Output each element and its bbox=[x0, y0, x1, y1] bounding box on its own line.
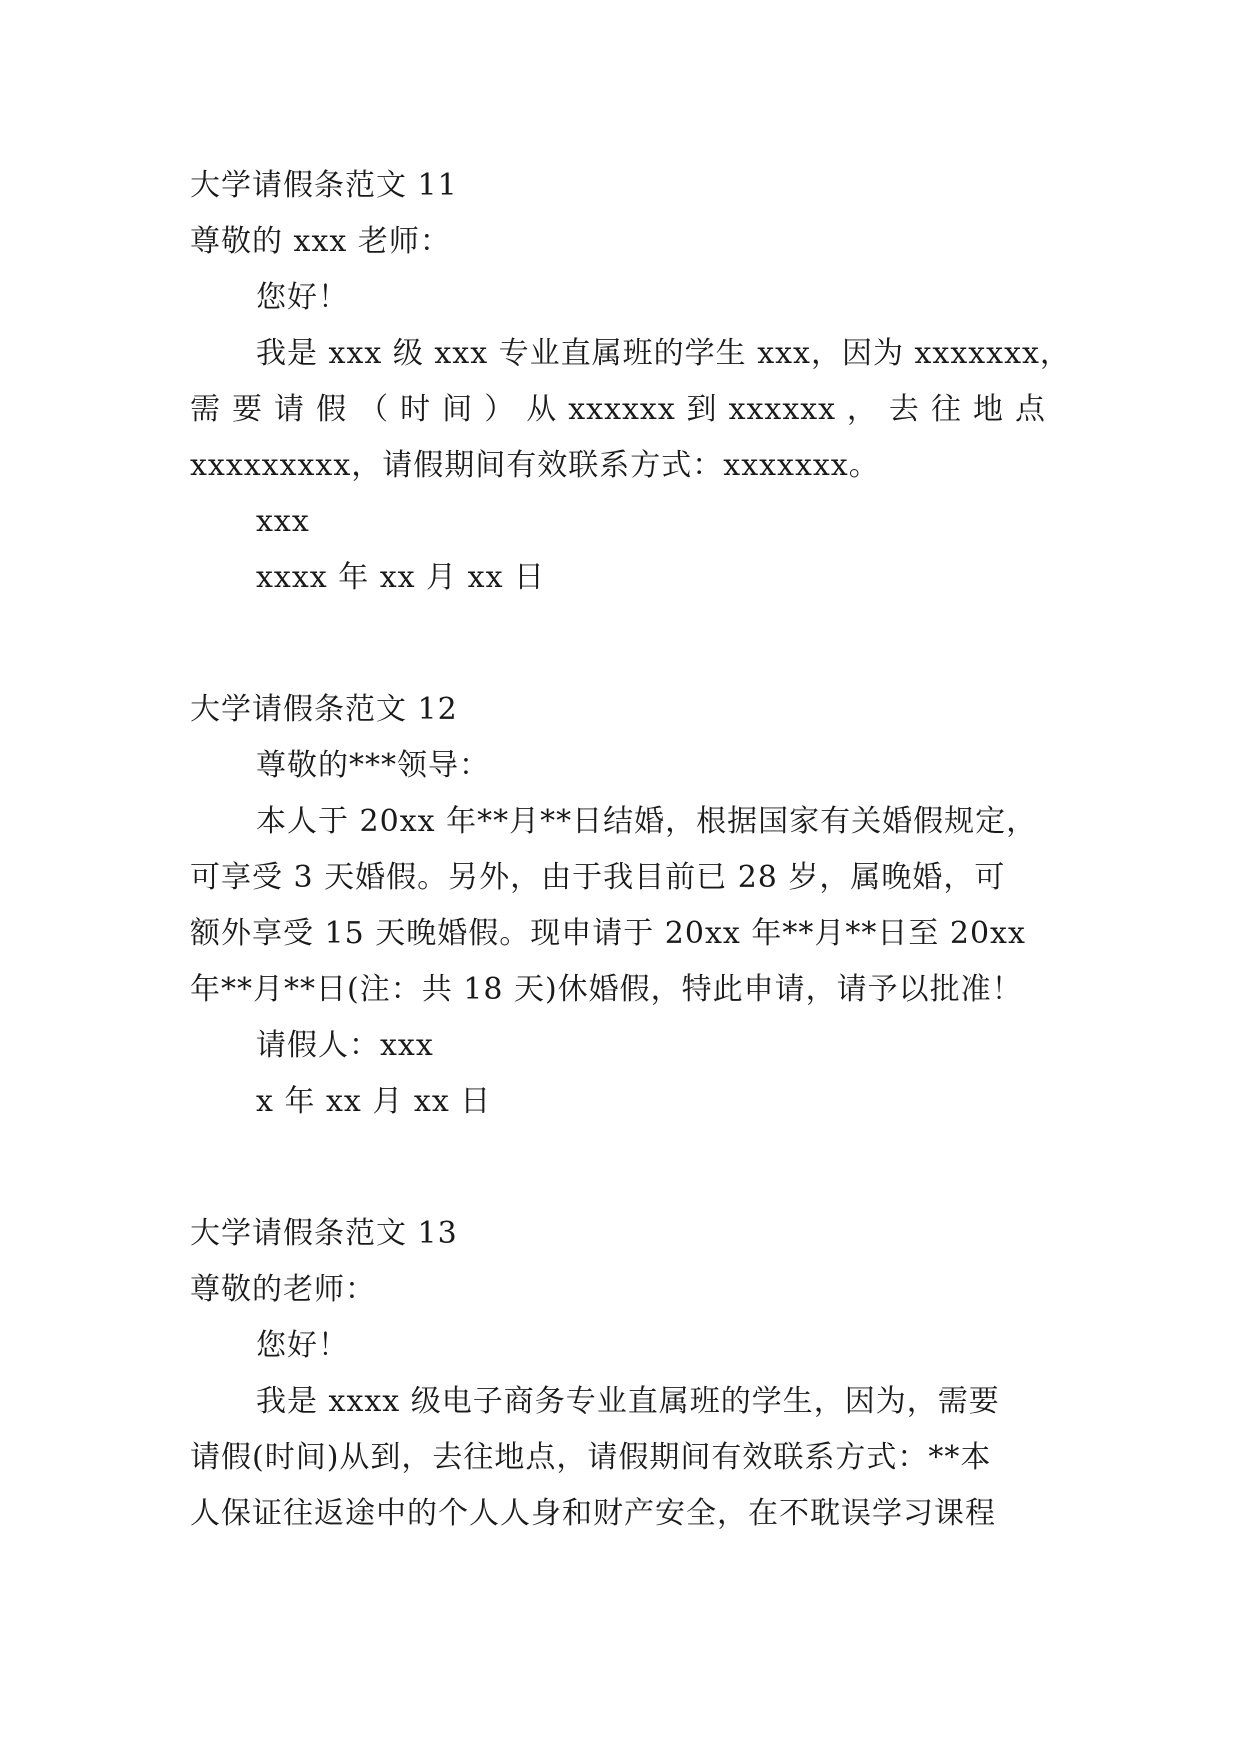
body-line: 可享受 3 天婚假。另外，由于我目前已 28 岁，属晚婚，可 bbox=[190, 860, 1006, 895]
body-line: 需 要 请 假 （ 时 间 ） 从 xxxxxx 到 xxxxxx ， 去 往 地 点 bbox=[190, 392, 1046, 427]
salutation: 尊敬的老师： bbox=[190, 1272, 376, 1307]
section-title: 大学请假条范文 12 bbox=[190, 692, 458, 727]
body-line: 额外享受 15 天晚婚假。现申请于 20xx 年**月**日至 20xx bbox=[190, 916, 1026, 951]
body-line: 人保证往返途中的个人人身和财产安全，在不耽误学习课程 bbox=[190, 1496, 996, 1531]
greeting: 您好！ bbox=[256, 1328, 349, 1363]
body-line: 本人于 20xx 年**月**日结婚，根据国家有关婚假规定， bbox=[256, 804, 1038, 839]
body-line: 请假(时间)从到，去往地点，请假期间有效联系方式：**本 bbox=[190, 1440, 992, 1475]
signature: 请假人：xxx bbox=[256, 1028, 434, 1063]
body-line: 年**月**日(注：共 18 天)休婚假，特此申请，请予以批准！ bbox=[190, 972, 1023, 1007]
date-line: xxxx 年 xx 月 xx 日 bbox=[256, 560, 546, 595]
salutation: 尊敬的 xxx 老师： bbox=[190, 224, 451, 259]
body-line: 我是 xxx 级 xxx 专业直属班的学生 xxx，因为 xxxxxxx， bbox=[256, 336, 1071, 371]
body-line: 我是 xxxx 级电子商务专业直属班的学生，因为，需要 bbox=[256, 1384, 1000, 1419]
salutation: 尊敬的***领导： bbox=[256, 748, 490, 783]
date-line: x 年 xx 月 xx 日 bbox=[256, 1084, 492, 1119]
section-title: 大学请假条范文 13 bbox=[190, 1216, 458, 1251]
section-title: 大学请假条范文 11 bbox=[190, 168, 458, 203]
body-line: xxxxxxxxx，请假期间有效联系方式：xxxxxxx。 bbox=[190, 448, 880, 483]
greeting: 您好！ bbox=[256, 280, 349, 315]
signature: xxx bbox=[256, 504, 310, 539]
